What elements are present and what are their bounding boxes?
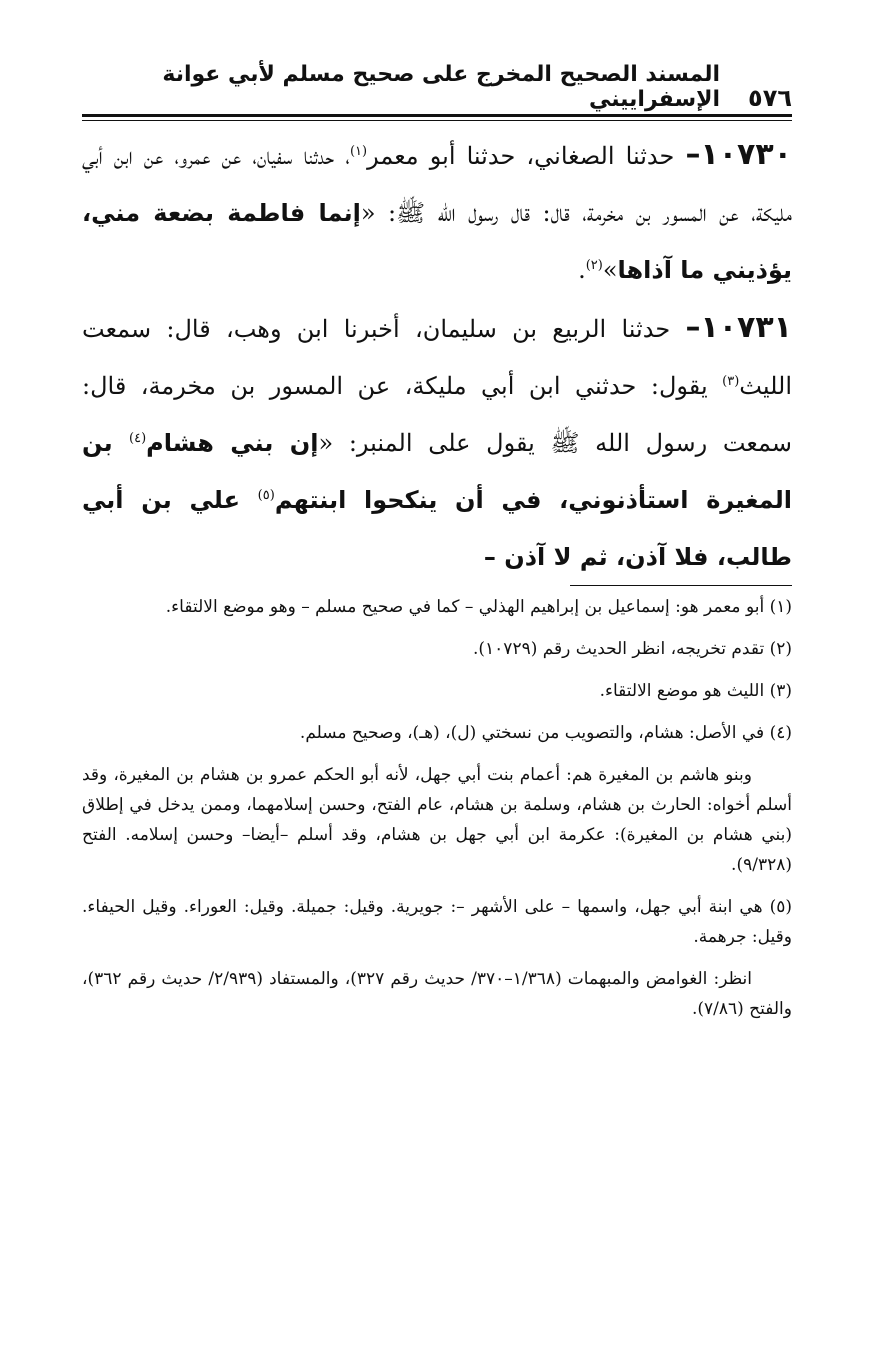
footnote-ref: (٣)	[722, 374, 740, 389]
hadith-quote: إن بني هشام	[146, 429, 319, 457]
footnote-ref: (٤)	[129, 431, 147, 446]
footnote-5-note: انظر: الغوامض والمبهمات (١/٣٦٨–٣٧٠/ حديث رقم ٣٢٧)، والمستفاد (٢/٩٣٩/ حديث رقم ٣٦٢)، والفتح (٧/٨٦).	[82, 969, 792, 1019]
hadith-number: ١٠٧٣١	[700, 310, 792, 345]
running-header	[82, 62, 792, 112]
quote-mark: «	[360, 199, 376, 227]
hadith-quote: بن المغيرة استأذنوني، في أن ينكحوا ابنتهم	[82, 429, 792, 514]
footnote-ref: (٥)	[257, 488, 275, 503]
header-rule-thin	[82, 120, 792, 121]
hadith-10731	[82, 299, 792, 586]
hadith-quote: علي بن أبي طالب، فلا آذن، ثم لا آذن –	[82, 486, 792, 571]
quote-mark: »	[602, 256, 618, 284]
hadith-quote: إنما فاطمة بضعة مني، يؤذيني ما آذاها	[82, 199, 792, 284]
footnote-separator	[570, 585, 792, 586]
page-number: ٥٧٦	[748, 84, 792, 112]
footnote-ref: (٢)	[585, 258, 603, 273]
book-title: المسند الصحيح المخرج على صحيح مسلم لأبي عوانة الإسفراييني	[162, 62, 721, 112]
hadith-text: حدثنا الربيع بن سليمان، أخبرنا ابن وهب، قال: سمعت الليث	[82, 315, 792, 400]
footnote-5: (٥) هي ابنة أبي جهل، واسمها – على الأشهر –: جويرية. وقيل: جميلة. وقيل: العوراء. وقيل الحيفاء. وقيل: جرهمة.	[82, 897, 792, 947]
hadith-dash: –	[685, 137, 701, 172]
footnotes	[82, 592, 792, 1036]
main-text	[82, 126, 792, 586]
quote-mark: «	[318, 429, 334, 457]
footnote-ref: (١)	[349, 144, 368, 159]
hadith-number: ١٠٧٣٠	[700, 137, 792, 172]
hadith-10730	[82, 126, 792, 299]
footnote-4-note: وبنو هاشم بن المغيرة هم: أعمام بنت أبي جهل، لأنه أبو الحكم عمرو بن هشام بن المغيرة، وقد أسلم أخواه: الحارث بن هشام، وسلمة بن هشام، عام الفتح، وحسن إسلامهما، وممن يدخل في إطلاق (بني هشام بن المغيرة): عكرمة ابن أبي جهل بن هشام، وقد أسلم –أيضا– وحسن إسلامه. الفتح (٩/٣٢٨).	[82, 765, 792, 875]
footnote-3: (٣) الليث هو موضع الالتقاء.	[599, 681, 792, 701]
hadith-text: حدثنا الصغاني، حدثنا أبو معمر	[367, 142, 675, 170]
footnote-4: (٤) في الأصل: هشام، والتصويب من نسختي (ل)، (هـ)، وصحيح مسلم.	[299, 723, 792, 743]
hadith-text: ، حدثنا سفيان، عن عمرو، عن ابن أبي مليكة، عن المسور بن مخرمة، قال: قال رسول الله ﷺ:	[82, 142, 793, 227]
header-rule	[82, 114, 792, 117]
hadith-end: .	[578, 256, 586, 284]
footnote-1: (١) أبو معمر هو: إسماعيل بن إبراهيم الهذلي – كما في صحيح مسلم – وهو موضع الالتقاء.	[165, 597, 792, 617]
footnote-2: (٢) تقدم تخريجه، انظر الحديث رقم (١٠٧٢٩).	[473, 639, 792, 659]
hadith-dash: –	[685, 310, 701, 345]
hadith-text: يقول: حدثني ابن أبي مليكة، عن المسور بن مخرمة، قال: سمعت رسول الله ﷺ يقول على المنبر:	[82, 372, 792, 457]
